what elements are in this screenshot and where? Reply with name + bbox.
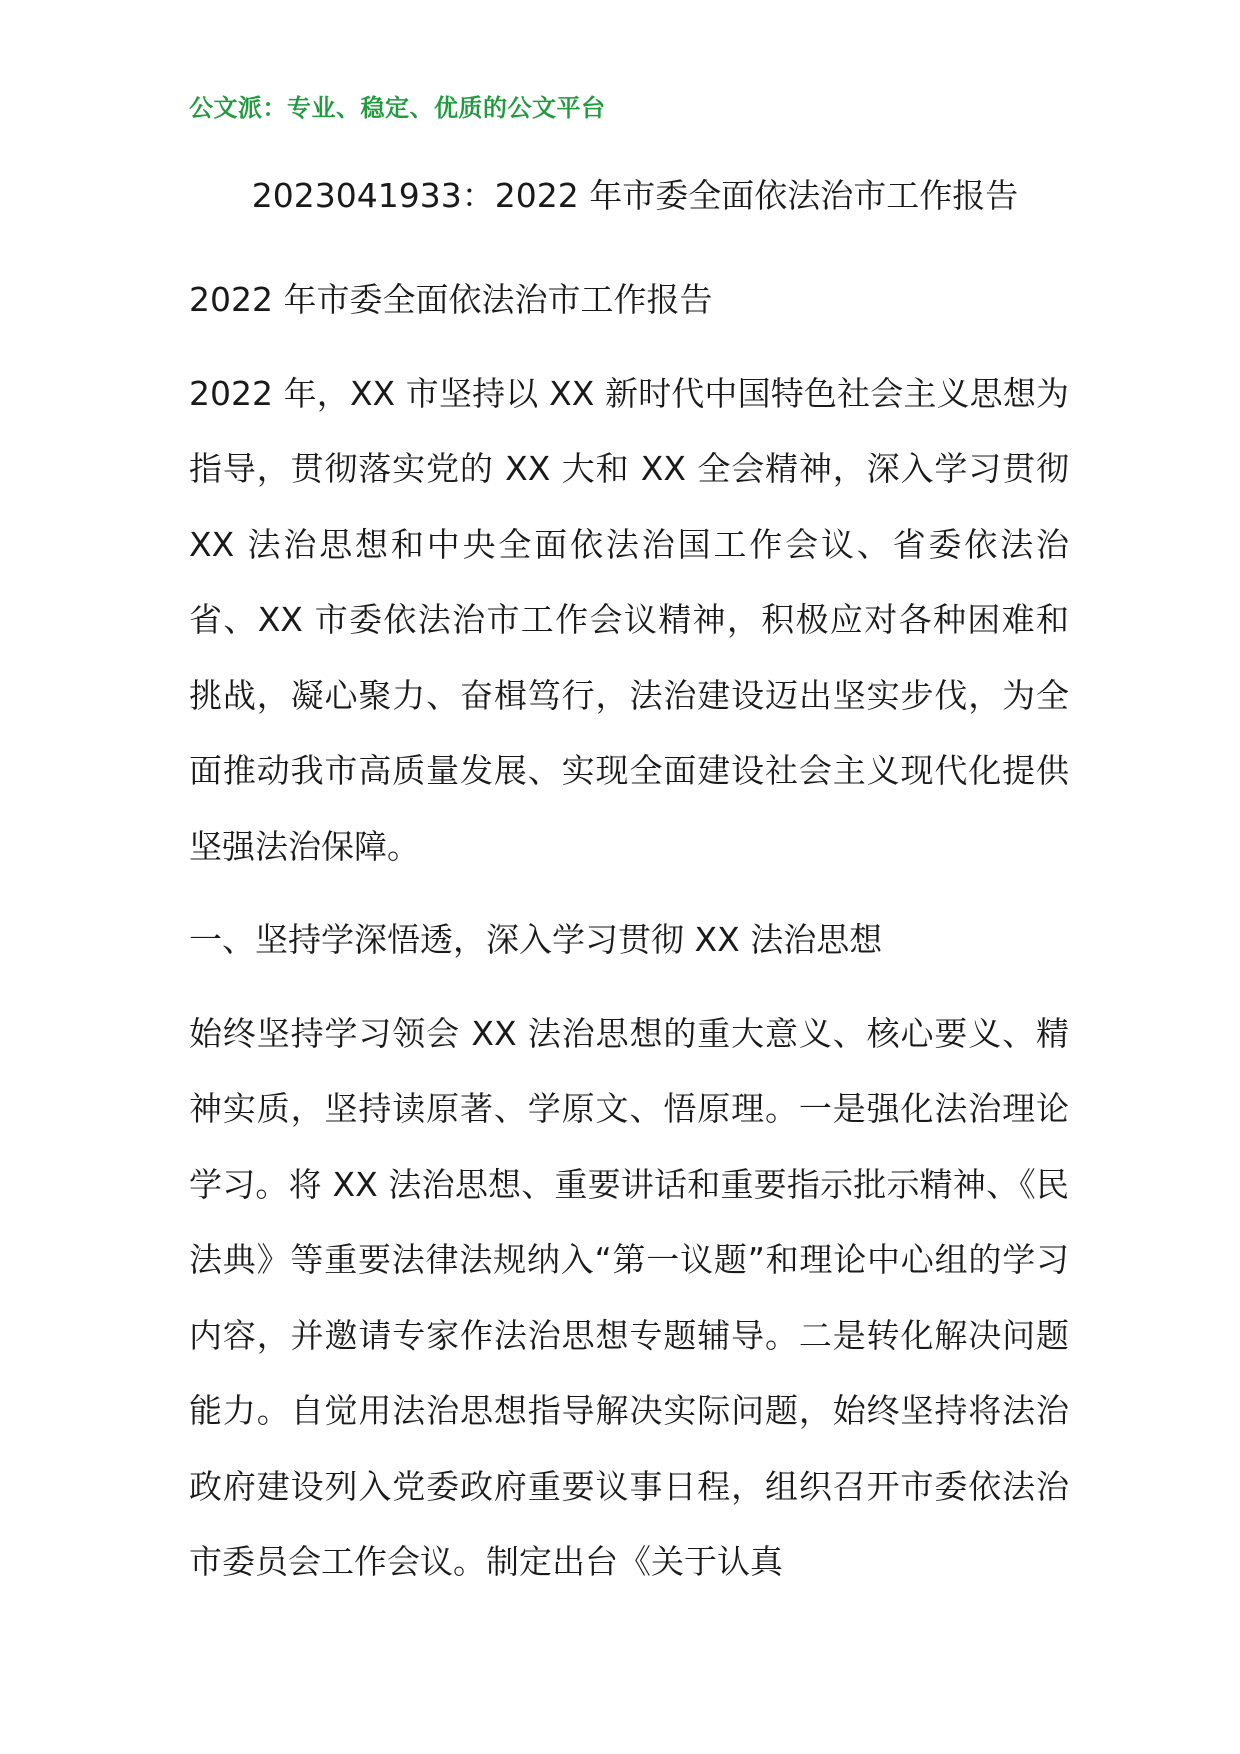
document-body (189, 262, 1069, 1618)
header-slogan: 公文派：专业、稳定、优质的公文平台 (189, 94, 606, 122)
paragraph: 2022 年，XX 市坚持以 XX 新时代中国特色社会主义思想为指导，贯彻落实党的 XX 大和 XX 全会精神，深入学习贯彻 XX 法治思想和中央全面依法治国工作会议、省委依法治省、XX 市委依法治市工作会议精神，积极应对各种困难和挑战，凝心聚力、奋楫笃行，法治建设迈出坚实步伐，为全面推动我市高质量发展、实现全面建设社会主义现代化提供坚强法治保障。 (189, 373, 1069, 866)
paragraph: 始终坚持学习领会 XX 法治思想的重大意义、核心要义、精神实质，坚持读原著、学原文、悟原理。一是强化法治理论学习。将 XX 法治思想、重要讲话和重要指示批示精神、《民法典》等重要法律法规纳入“第一议题”和理论中心组的学习内容，并邀请专家作法治思想专题辅导。二是转化解决问题能力。自觉用法治思想指导解决实际问题，始终坚持将法治政府建设列入党委政府重要议事日程，组织召开市委依法治市委员会工作会议。制定出台《关于认真 (189, 1013, 1069, 1581)
section-heading: 一、坚持学深悟透，深入学习贯彻 XX 法治思想 (189, 920, 883, 959)
document-title: 2023041933：2022 年市委全面依法治市工作报告 (251, 176, 1019, 215)
document-subtitle: 2022 年市委全面依法治市工作报告 (189, 280, 713, 319)
